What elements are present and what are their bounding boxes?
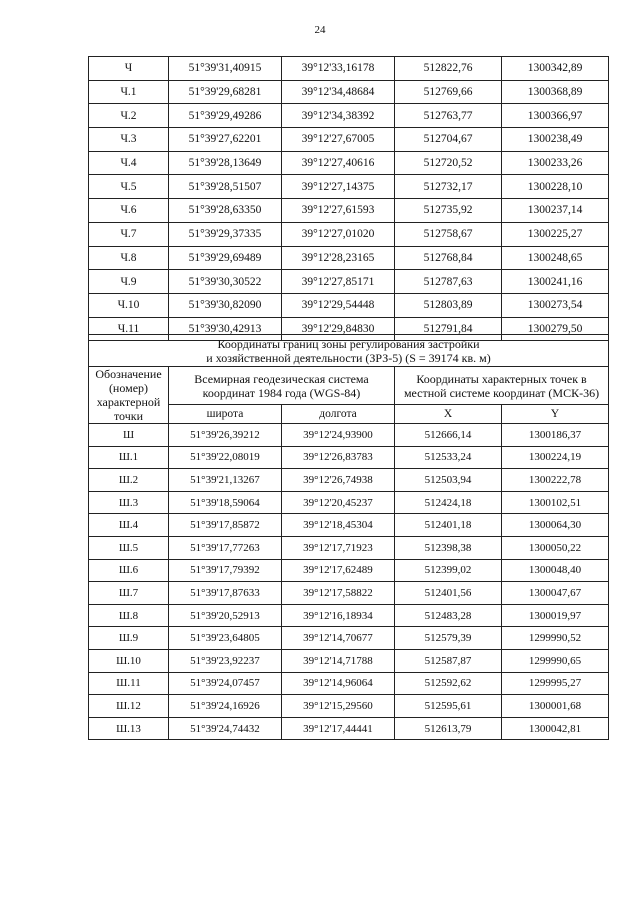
table-row bbox=[89, 604, 609, 627]
coordinates-table-ch bbox=[88, 56, 609, 341]
latitude-cell: 51°39'24,74432 bbox=[169, 717, 282, 740]
coordinates-table-ch-body bbox=[89, 57, 609, 341]
longitude-cell: 39°12'26,83783 bbox=[282, 446, 395, 469]
y-cell: 1299990,52 bbox=[502, 627, 609, 650]
latitude-cell: 51°39'30,82090 bbox=[169, 293, 282, 317]
point-id-cell: Ч bbox=[89, 57, 169, 81]
x-cell: 512803,89 bbox=[395, 293, 502, 317]
table-title bbox=[89, 335, 609, 367]
y-cell: 1300237,14 bbox=[502, 199, 609, 223]
latitude-cell: 51°39'17,79392 bbox=[169, 559, 282, 582]
longitude-cell: 39°12'27,14375 bbox=[282, 175, 395, 199]
longitude-cell: 39°12'17,58822 bbox=[282, 582, 395, 605]
table-row bbox=[89, 57, 609, 81]
y-cell: 1300222,78 bbox=[502, 469, 609, 492]
coordinates-table-zrz5 bbox=[88, 334, 609, 740]
point-id-cell: Ч.6 bbox=[89, 199, 169, 223]
x-cell: 512595,61 bbox=[395, 695, 502, 718]
page-number: 24 bbox=[314, 24, 326, 36]
y-cell: 1300042,81 bbox=[502, 717, 609, 740]
table-row bbox=[89, 695, 609, 718]
latitude-cell: 51°39'29,68281 bbox=[169, 80, 282, 104]
x-cell: 512592,62 bbox=[395, 672, 502, 695]
x-cell: 512533,24 bbox=[395, 446, 502, 469]
y-cell: 1300102,51 bbox=[502, 491, 609, 514]
latitude-cell: 51°39'22,08019 bbox=[169, 446, 282, 469]
longitude-cell: 39°12'33,16178 bbox=[282, 57, 395, 81]
longitude-cell: 39°12'27,85171 bbox=[282, 270, 395, 294]
table-row bbox=[89, 672, 609, 695]
latitude-cell: 51°39'17,87633 bbox=[169, 582, 282, 605]
point-id-cell: Ш.13 bbox=[89, 717, 169, 740]
point-id-cell: Ш.12 bbox=[89, 695, 169, 718]
header-wgs84: Всемирная геодезическая система координат 1984 года (WGS-84) bbox=[169, 367, 395, 405]
y-cell: 1300228,10 bbox=[502, 175, 609, 199]
longitude-cell: 39°12'34,38392 bbox=[282, 104, 395, 128]
y-cell: 1300273,54 bbox=[502, 293, 609, 317]
table-row bbox=[89, 246, 609, 270]
x-cell: 512787,63 bbox=[395, 270, 502, 294]
x-cell: 512822,76 bbox=[395, 57, 502, 81]
y-cell: 1300368,89 bbox=[502, 80, 609, 104]
y-cell: 1300225,27 bbox=[502, 222, 609, 246]
latitude-cell: 51°39'23,92237 bbox=[169, 649, 282, 672]
point-id-cell: Ч.10 bbox=[89, 293, 169, 317]
point-id-cell: Ч.9 bbox=[89, 270, 169, 294]
point-id-cell: Ш.5 bbox=[89, 536, 169, 559]
point-id-cell: Ч.2 bbox=[89, 104, 169, 128]
longitude-cell: 39°12'28,23165 bbox=[282, 246, 395, 270]
y-cell: 1300064,30 bbox=[502, 514, 609, 537]
x-cell: 512791,84 bbox=[395, 317, 502, 341]
table-row bbox=[89, 222, 609, 246]
latitude-cell: 51°39'24,07457 bbox=[169, 672, 282, 695]
table-row bbox=[89, 104, 609, 128]
x-cell: 512503,94 bbox=[395, 469, 502, 492]
latitude-cell: 51°39'30,30522 bbox=[169, 270, 282, 294]
point-id-cell: Ш.6 bbox=[89, 559, 169, 582]
point-id-cell: Ч.7 bbox=[89, 222, 169, 246]
latitude-cell: 51°39'31,40915 bbox=[169, 57, 282, 81]
latitude-cell: 51°39'28,51507 bbox=[169, 175, 282, 199]
table-row bbox=[89, 514, 609, 537]
point-id-cell: Ш.1 bbox=[89, 446, 169, 469]
x-cell: 512732,17 bbox=[395, 175, 502, 199]
coordinates-table-zrz5-body bbox=[89, 424, 609, 740]
table-row bbox=[89, 649, 609, 672]
latitude-cell: 51°39'18,59064 bbox=[169, 491, 282, 514]
longitude-cell: 39°12'26,74938 bbox=[282, 469, 395, 492]
point-id-cell: Ш.4 bbox=[89, 514, 169, 537]
point-id-cell: Ч.3 bbox=[89, 128, 169, 152]
header-y: Y bbox=[502, 405, 609, 424]
x-cell: 512579,39 bbox=[395, 627, 502, 650]
x-cell: 512424,18 bbox=[395, 491, 502, 514]
y-cell: 1300186,37 bbox=[502, 424, 609, 447]
longitude-cell: 39°12'14,70677 bbox=[282, 627, 395, 650]
longitude-cell: 39°12'16,18934 bbox=[282, 604, 395, 627]
longitude-cell: 39°12'27,61593 bbox=[282, 199, 395, 223]
longitude-cell: 39°12'17,44441 bbox=[282, 717, 395, 740]
longitude-cell: 39°12'14,71788 bbox=[282, 649, 395, 672]
header-latitude: широта bbox=[169, 405, 282, 424]
x-cell: 512483,28 bbox=[395, 604, 502, 627]
latitude-cell: 51°39'29,37335 bbox=[169, 222, 282, 246]
longitude-cell: 39°12'27,67005 bbox=[282, 128, 395, 152]
x-cell: 512735,92 bbox=[395, 199, 502, 223]
latitude-cell: 51°39'28,63350 bbox=[169, 199, 282, 223]
table-row bbox=[89, 199, 609, 223]
x-cell: 512666,14 bbox=[395, 424, 502, 447]
y-cell: 1300050,22 bbox=[502, 536, 609, 559]
table-row bbox=[89, 151, 609, 175]
point-id-cell: Ч.8 bbox=[89, 246, 169, 270]
y-cell: 1300366,97 bbox=[502, 104, 609, 128]
x-cell: 512769,66 bbox=[395, 80, 502, 104]
point-id-cell: Ш.10 bbox=[89, 649, 169, 672]
y-cell: 1300241,16 bbox=[502, 270, 609, 294]
latitude-cell: 51°39'20,52913 bbox=[169, 604, 282, 627]
table-row bbox=[89, 717, 609, 740]
y-cell: 1300279,50 bbox=[502, 317, 609, 341]
table-row bbox=[89, 536, 609, 559]
table-row bbox=[89, 424, 609, 447]
longitude-cell: 39°12'20,45237 bbox=[282, 491, 395, 514]
x-cell: 512401,56 bbox=[395, 582, 502, 605]
latitude-cell: 51°39'24,16926 bbox=[169, 695, 282, 718]
y-cell: 1300248,65 bbox=[502, 246, 609, 270]
table-row bbox=[89, 559, 609, 582]
header-longitude: долгота bbox=[282, 405, 395, 424]
longitude-cell: 39°12'34,48684 bbox=[282, 80, 395, 104]
point-id-cell: Ш.8 bbox=[89, 604, 169, 627]
x-cell: 512720,52 bbox=[395, 151, 502, 175]
longitude-cell: 39°12'24,93900 bbox=[282, 424, 395, 447]
point-id-cell: Ш.2 bbox=[89, 469, 169, 492]
longitude-cell: 39°12'18,45304 bbox=[282, 514, 395, 537]
x-cell: 512587,87 bbox=[395, 649, 502, 672]
latitude-cell: 51°39'26,39212 bbox=[169, 424, 282, 447]
x-cell: 512704,67 bbox=[395, 128, 502, 152]
y-cell: 1300238,49 bbox=[502, 128, 609, 152]
point-id-cell: Ч.4 bbox=[89, 151, 169, 175]
longitude-cell: 39°12'29,84830 bbox=[282, 317, 395, 341]
header-x: X bbox=[395, 405, 502, 424]
latitude-cell: 51°39'28,13649 bbox=[169, 151, 282, 175]
latitude-cell: 51°39'23,64805 bbox=[169, 627, 282, 650]
y-cell: 1300224,19 bbox=[502, 446, 609, 469]
latitude-cell: 51°39'29,49286 bbox=[169, 104, 282, 128]
longitude-cell: 39°12'17,71923 bbox=[282, 536, 395, 559]
table-row bbox=[89, 175, 609, 199]
latitude-cell: 51°39'21,13267 bbox=[169, 469, 282, 492]
x-cell: 512763,77 bbox=[395, 104, 502, 128]
x-cell: 512401,18 bbox=[395, 514, 502, 537]
latitude-cell: 51°39'17,85872 bbox=[169, 514, 282, 537]
y-cell: 1300233,26 bbox=[502, 151, 609, 175]
y-cell: 1300342,89 bbox=[502, 57, 609, 81]
latitude-cell: 51°39'29,69489 bbox=[169, 246, 282, 270]
x-cell: 512758,67 bbox=[395, 222, 502, 246]
longitude-cell: 39°12'27,40616 bbox=[282, 151, 395, 175]
y-cell: 1299995,27 bbox=[502, 672, 609, 695]
longitude-cell: 39°12'15,29560 bbox=[282, 695, 395, 718]
point-id-cell: Ч.1 bbox=[89, 80, 169, 104]
header-msk36: Координаты характерных точек в местной системе координат (МСК-36) bbox=[395, 367, 609, 405]
longitude-cell: 39°12'27,01020 bbox=[282, 222, 395, 246]
latitude-cell: 51°39'30,42913 bbox=[169, 317, 282, 341]
y-cell: 1300019,97 bbox=[502, 604, 609, 627]
point-id-cell: Ш.11 bbox=[89, 672, 169, 695]
point-id-cell: Ч.5 bbox=[89, 175, 169, 199]
longitude-cell: 39°12'17,62489 bbox=[282, 559, 395, 582]
table-row bbox=[89, 446, 609, 469]
x-cell: 512399,02 bbox=[395, 559, 502, 582]
point-id-cell: Ч.11 bbox=[89, 317, 169, 341]
table-row bbox=[89, 627, 609, 650]
table-row bbox=[89, 491, 609, 514]
table-row bbox=[89, 582, 609, 605]
y-cell: 1300047,67 bbox=[502, 582, 609, 605]
longitude-cell: 39°12'14,96064 bbox=[282, 672, 395, 695]
point-id-cell: Ш.7 bbox=[89, 582, 169, 605]
point-id-cell: Ш.9 bbox=[89, 627, 169, 650]
x-cell: 512398,38 bbox=[395, 536, 502, 559]
table-row bbox=[89, 270, 609, 294]
y-cell: 1299990,65 bbox=[502, 649, 609, 672]
table-row bbox=[89, 469, 609, 492]
point-id-cell: Ш bbox=[89, 424, 169, 447]
header-point-id: Обозначение (номер) характерной точки bbox=[89, 367, 169, 424]
table-row bbox=[89, 128, 609, 152]
y-cell: 1300001,68 bbox=[502, 695, 609, 718]
table-row bbox=[89, 293, 609, 317]
longitude-cell: 39°12'29,54448 bbox=[282, 293, 395, 317]
table-row bbox=[89, 80, 609, 104]
y-cell: 1300048,40 bbox=[502, 559, 609, 582]
point-id-cell: Ш.3 bbox=[89, 491, 169, 514]
latitude-cell: 51°39'27,62201 bbox=[169, 128, 282, 152]
table-title-line2: и хозяйственной деятельности (ЗРЗ-5) (S = 39174 кв. м) bbox=[206, 350, 491, 365]
latitude-cell: 51°39'17,77263 bbox=[169, 536, 282, 559]
x-cell: 512613,79 bbox=[395, 717, 502, 740]
x-cell: 512768,84 bbox=[395, 246, 502, 270]
table-title-line1: Координаты границ зоны регулирования застройки bbox=[217, 336, 480, 351]
